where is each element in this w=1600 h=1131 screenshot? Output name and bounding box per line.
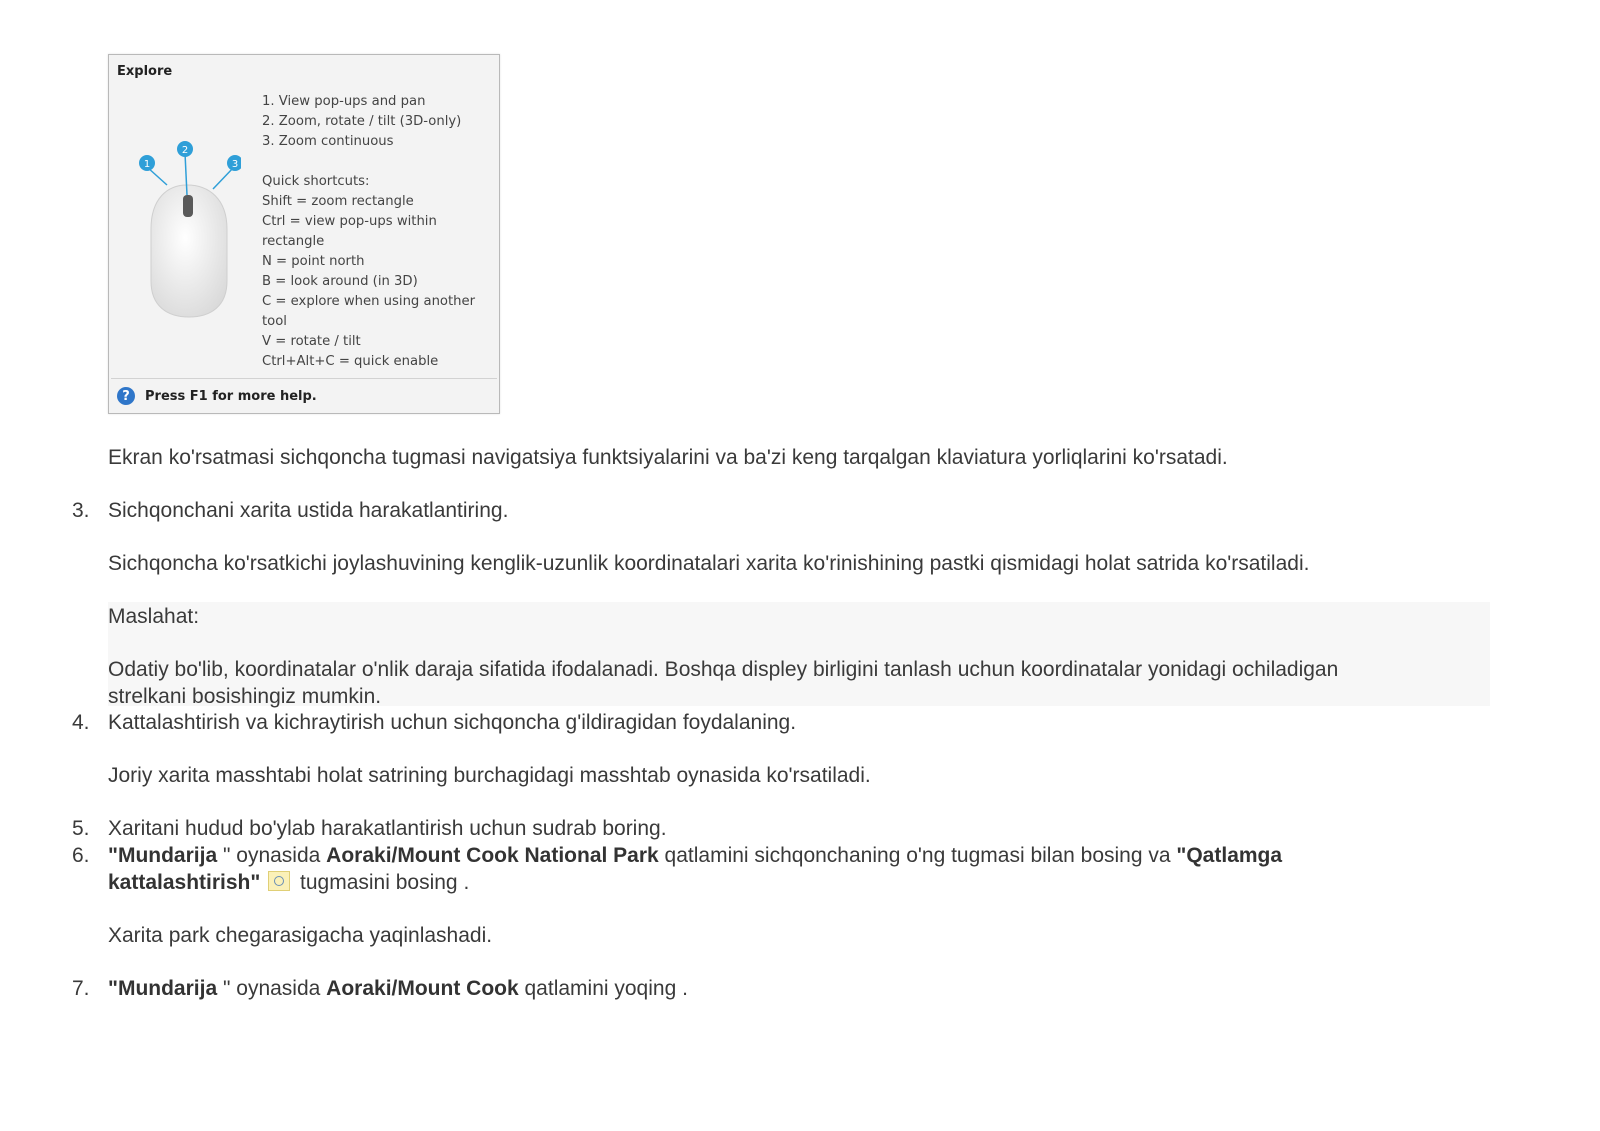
explore-item: 2. Zoom, rotate / tilt (3D-only) (262, 114, 462, 129)
callout-1 (139, 155, 155, 171)
shortcut-item: Shift = zoom rectangle (262, 194, 414, 209)
step-6-detail: Xarita park chegarasigacha yaqinlashadi. (108, 924, 493, 947)
shortcut-item: V = rotate / tilt (262, 334, 361, 349)
contents-pane-term: "Mundarija (108, 977, 218, 1000)
shortcuts-heading: Quick shortcuts: (262, 174, 370, 189)
layer-name: Aoraki/Mount Cook National Park (326, 844, 659, 867)
step-3-text: Sichqonchani xarita ustida harakatlantiring. (108, 499, 509, 522)
shortcut-item: Ctrl = view pop-ups within (262, 214, 437, 229)
list-spacer (262, 152, 494, 172)
step-number: 3. (72, 499, 90, 522)
zoom-to-layer-term: kattalashtirish" (108, 871, 261, 894)
svg-text:2: 2 (181, 145, 189, 156)
step-3-detail: Sichqoncha ko'rsatkichi joylashuvining kenglik-uzunlik koordinatalari xarita ko'rinishining pastki qismidagi holat satrida ko'rsatiladi. (108, 552, 1310, 575)
help-footer-text: Press F1 for more help. (145, 388, 317, 404)
svg-text:1: 1 (143, 159, 151, 170)
shortcut-item: C = explore when using another (262, 294, 476, 309)
mouse-diagram-icon (131, 141, 241, 321)
callout-2 (177, 141, 193, 157)
step-number: 6. (72, 844, 90, 867)
step-number: 5. (72, 817, 90, 840)
callout-3 (227, 155, 241, 171)
step-6-line-2: kattalashtirish" tugmasini bosing . (108, 871, 470, 894)
explore-footer (111, 378, 497, 413)
help-icon[interactable]: ? (117, 387, 135, 405)
tip-text-line-2: strelkani bosishingiz mumkin. (108, 685, 382, 708)
tip-label: Maslahat: (108, 605, 200, 628)
step-6-line-1: "Mundarija " oynasida Aoraki/Mount Cook National Park qatlamini sichqonchaning o'ng tugmasi bilan bosing va "Qatlamga (108, 844, 1283, 867)
step-5-text: Xaritani hudud bo'ylab harakatlantirish uchun sudrab boring. (108, 817, 667, 840)
step-4-text: Kattalashtirish va kichraytirish uchun sichqoncha g'ildiragidan foydalaning. (108, 711, 797, 734)
screenshot-caption: Ekran ko'rsatmasi sichqoncha tugmasi navigatsiya funktsiyalarini va ba'zi keng tarqalgan klaviatura yorliqlarini ko'rsatadi. (108, 446, 1228, 469)
step-7-text: "Mundarija " oynasida Aoraki/Mount Cook qatlamini yoqing . (108, 977, 688, 1000)
explore-item: 1. View pop-ups and pan (262, 94, 426, 109)
tip-text-line-1: Odatiy bo'lib, koordinatalar o'nlik daraja sifatida ifodalanadi. Boshqa displey birligini tanlash uchun koordinatalar yonidagi ochiladigan (108, 658, 1339, 681)
explore-help-popup (108, 54, 500, 414)
step-4-detail: Joriy xarita masshtabi holat satrining burchagidagi masshtab oynasida ko'rsatiladi. (108, 764, 871, 787)
explore-shortcut-list (262, 92, 494, 372)
shortcut-item: B = look around (in 3D) (262, 274, 418, 289)
layer-name: Aoraki/Mount Cook (326, 977, 519, 1000)
zoom-to-layer-icon (268, 871, 290, 891)
shortcut-item: tool (262, 314, 287, 329)
explore-title: Explore (117, 64, 173, 79)
shortcut-item: N = point north (262, 254, 365, 269)
shortcut-item: Ctrl+Alt+C = quick enable (262, 354, 439, 369)
svg-text:3: 3 (231, 159, 239, 170)
contents-pane-term: "Mundarija (108, 844, 218, 867)
step-number: 4. (72, 711, 90, 734)
shortcut-item: rectangle (262, 234, 325, 249)
explore-item: 3. Zoom continuous (262, 134, 394, 149)
zoom-to-layer-term: "Qatlamga (1176, 844, 1283, 867)
step-number: 7. (72, 977, 90, 1000)
